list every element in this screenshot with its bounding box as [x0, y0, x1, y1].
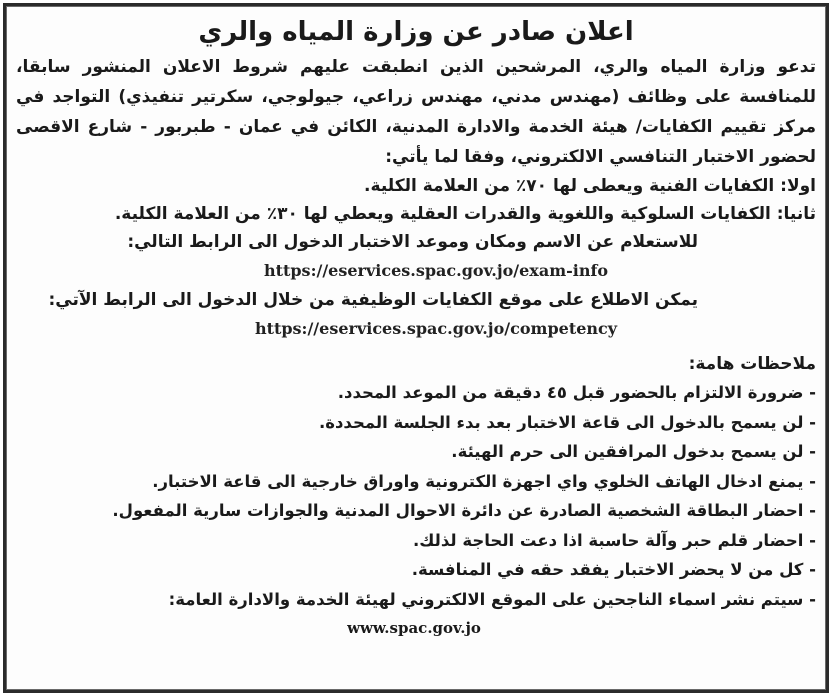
website-link[interactable]: www.spac.gov.jo [347, 619, 481, 637]
announcement-box [3, 3, 829, 693]
note-item: - احضار البطاقة الشخصية الصادرة عن دائرة الاحوال المدنية والجوازات سارية المفعول. [112, 501, 816, 520]
note-item: - يمنع ادخال الهاتف الخلوي واي اجهزة الكترونية واوراق خارجية الى قاعة الاختبار. [152, 471, 816, 491]
competency-link[interactable]: https://eservices.spac.gov.jo/competency [254, 319, 618, 338]
note-item: - احضار قلم حبر وآلة حاسبة اذا دعت الحاجة لذلك. [413, 530, 816, 550]
exam-info-link[interactable]: https://eservices.spac.gov.jo/exam-info [263, 261, 609, 280]
note-item: - لن يسمح بدخول المرافقين الى حرم الهيئة. [451, 442, 816, 461]
note-item: - سيتم نشر اسماء الناجحين على الموقع الالكتروني لهيئة الخدمة والادارة العامة: [168, 589, 816, 609]
note-item: - لن يسمح بالدخول الى قاعة الاختبار بعد بدء الجلسة المحددة. [318, 412, 816, 432]
announcement-title: اعلان صادر عن وزارة المياه والري [198, 17, 634, 47]
website-link-row [6, 614, 826, 642]
inquiry-text: للاستعلام عن الاسم ومكان وموعد الاختبار الدخول الى الرابط التالي: [127, 232, 698, 252]
notes-title: ملاحظات هامة: [688, 354, 816, 374]
competency-text: يمكن الاطلاع على موقع الكفايات الوظيفية من خلال الدخول الى الرابط الآتي: [48, 290, 698, 310]
note-item: - ضرورة الالتزام بالحضور قبل ٤٥ دقيقة من الموعد المحدد. [337, 383, 816, 402]
note-item: - كل من لا يحضر الاختبار يفقد حقه في المنافسة. [411, 560, 816, 579]
intro-paragraph: تدعو وزارة المياه والري، المرشحين الذين انطبقت عليهم شروط الاعلان المنشور سابقا، للمنافسة على وظائف (مهندس مدني، مهندس زراعي، جيولوجي، سكرتير تنفيذي) التواجد في مركز تقييم الكفايات/ هيئة الخدمة والادارة المدنية، الكائن في عمان - طبربور - شارع الاقصى لحضور الاختبار التنافسي الالكتروني، وفقا لما يأتي: [16, 57, 816, 167]
criterion-first: اولا: الكفايات الفنية ويعطى لها ٧٠٪ من العلامة الكلية. [364, 176, 816, 196]
criterion-second: ثانيا: الكفايات السلوكية واللغوية والقدرات العقلية ويعطي لها ٣٠٪ من العلامة الكلية. [114, 204, 816, 224]
